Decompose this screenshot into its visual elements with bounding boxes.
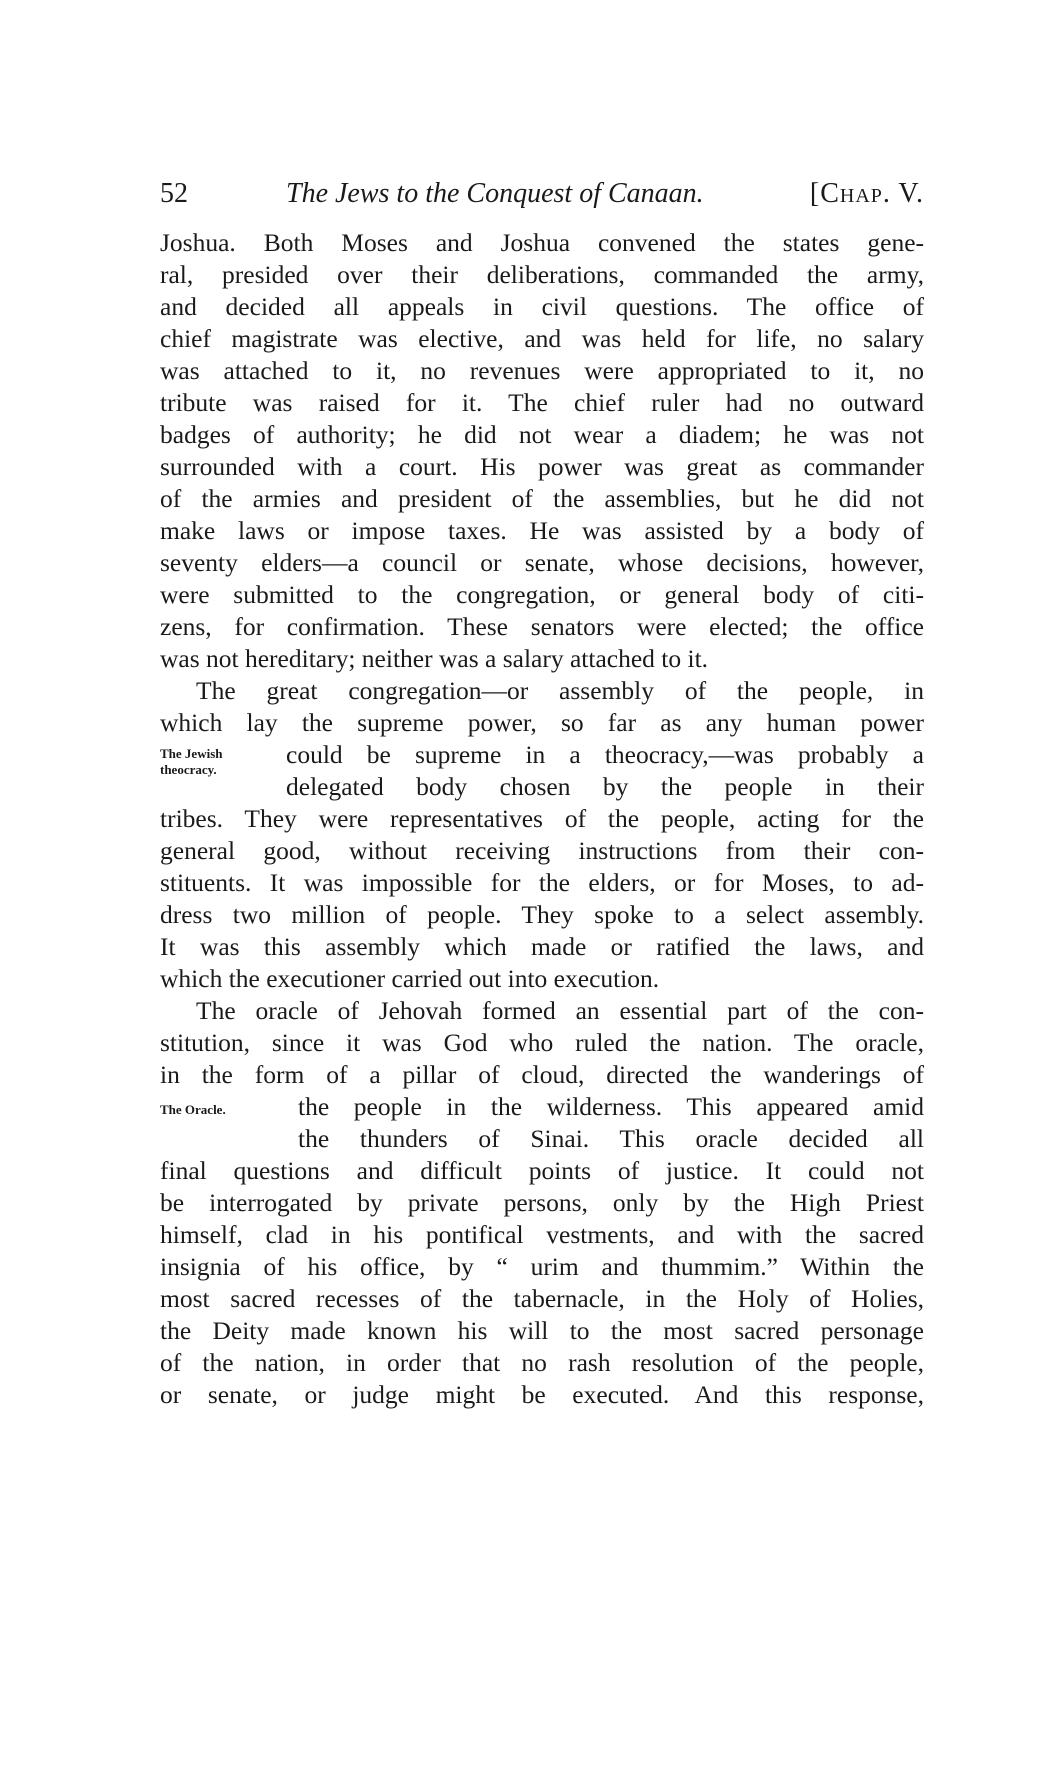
text-line: of the nation, in order that no rash resolution of the people,	[160, 1348, 924, 1377]
text-line: general good, without receiving instructions from their con-	[160, 836, 924, 865]
text-line: in the form of a pillar of cloud, directed the wanderings of	[160, 1060, 924, 1089]
text-line: The great congregation—or assembly of the people, in	[196, 676, 924, 705]
text-line: tribute was raised for it. The chief ruler had no outward	[160, 388, 924, 417]
text-line: seventy elders—a council or senate, whose decisions, however,	[160, 548, 924, 577]
margin-note: The Jewish	[160, 746, 223, 761]
page-header	[160, 178, 924, 218]
text-line: the Deity made known his will to the most sacred personage	[160, 1316, 924, 1345]
text-line: could be supreme in a theocracy,—was probably a	[286, 740, 924, 769]
text-line: Joshua. Both Moses and Joshua convened the states gene-	[160, 228, 924, 257]
text-line: of the armies and president of the assemblies, but he did not	[160, 484, 924, 513]
text-line: chief magistrate was elective, and was held for life, no salary	[160, 324, 924, 353]
chapter-reference: [Chap. V.	[809, 178, 924, 209]
text-line: The oracle of Jehovah formed an essential part of the con-	[196, 996, 924, 1025]
text-line: surrounded with a court. His power was great as commander	[160, 452, 924, 481]
text-line: which lay the supreme power, so far as any human power	[160, 708, 924, 737]
text-line: make laws or impose taxes. He was assisted by a body of	[160, 516, 924, 545]
text-line: ral, presided over their deliberations, commanded the army,	[160, 260, 924, 289]
text-line: stituents. It was impossible for the elders, or for Moses, to ad-	[160, 868, 924, 897]
text-line: stitution, since it was God who ruled the nation. The oracle,	[160, 1028, 924, 1057]
text-line: zens, for confirmation. These senators were elected; the office	[160, 612, 924, 641]
margin-note: The Oracle.	[160, 1102, 226, 1117]
text-line: were submitted to the congregation, or general body of citi-	[160, 580, 924, 609]
text-line: tribes. They were representatives of the people, acting for the	[160, 804, 924, 833]
text-line: delegated body chosen by the people in their	[286, 772, 924, 801]
text-line: It was this assembly which made or ratified the laws, and	[160, 932, 924, 961]
text-line: the thunders of Sinai. This oracle decided all	[298, 1124, 924, 1153]
page-number: 52	[160, 178, 188, 209]
text-line: final questions and difficult points of justice. It could not	[160, 1156, 924, 1185]
text-line: most sacred recesses of the tabernacle, in the Holy of Holies,	[160, 1284, 924, 1313]
running-title: The Jews to the Conquest of Canaan.	[286, 178, 704, 209]
text-line: and decided all appeals in civil questions. The office of	[160, 292, 924, 321]
text-line: or senate, or judge might be executed. And this response,	[160, 1380, 924, 1409]
text-line: was not hereditary; neither was a salary attached to it.	[160, 644, 709, 673]
text-line: was attached to it, no revenues were appropriated to it, no	[160, 356, 924, 385]
text-line: which the executioner carried out into execution.	[160, 964, 660, 993]
text-line: insignia of his office, by “ urim and thummim.” Within the	[160, 1252, 924, 1281]
text-line: the people in the wilderness. This appeared amid	[298, 1092, 924, 1121]
margin-note: theocracy.	[160, 762, 217, 777]
text-line: himself, clad in his pontifical vestments, and with the sacred	[160, 1220, 924, 1249]
text-line: badges of authority; he did not wear a diadem; he was not	[160, 420, 924, 449]
text-line: be interrogated by private persons, only by the High Priest	[160, 1188, 924, 1217]
text-line: dress two million of people. They spoke to a select assembly.	[160, 900, 924, 929]
